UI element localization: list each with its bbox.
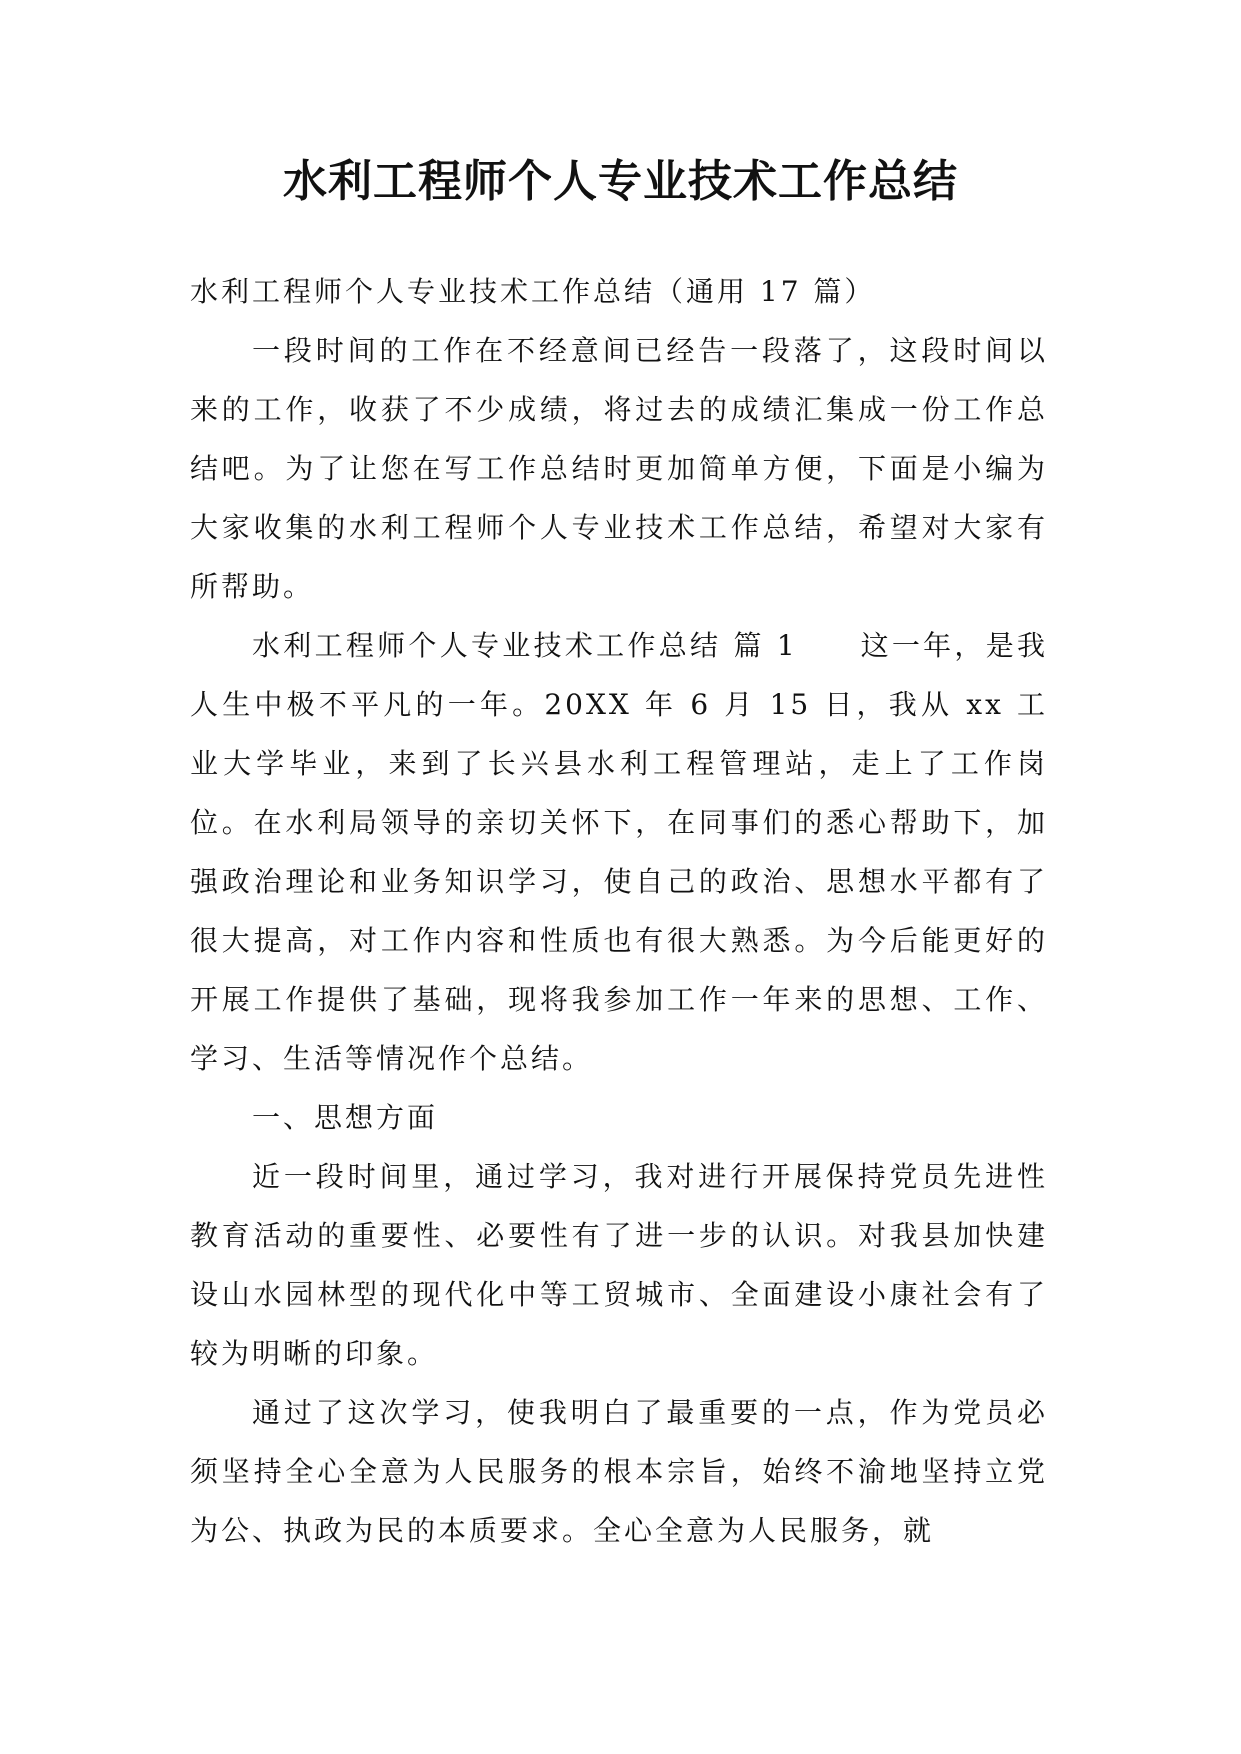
paragraph-thought-2: 通过了这次学习，使我明白了最重要的一点，作为党员必须坚持全心全意为人民服务的根本宗旨，始终不渝地坚持立党为公、执政为民的本质要求。全心全意为人民服务，就 bbox=[190, 1396, 1048, 1547]
document-subtitle: 水利工程师个人专业技术工作总结（通用 17 篇） bbox=[190, 275, 876, 308]
paragraph-intro: 一段时间的工作在不经意间已经告一段落了，这段时间以来的工作，收获了不少成绩，将过去的成绩汇集成一份工作总结吧。为了让您在写工作总结时更加简单方便，下面是小编为大家收集的水利工程师个人专业技术工作总结，希望对大家有所帮助。 bbox=[190, 334, 1048, 603]
paragraph-thought-1: 近一段时间里，通过学习，我对进行开展保持党员先进性教育活动的重要性、必要性有了进一步的认识。对我县加快建设山水园林型的现代化中等工贸城市、全面建设小康社会有了较为明晰的印象。 bbox=[190, 1160, 1048, 1370]
document-title: 水利工程师个人专业技术工作总结 bbox=[283, 156, 958, 207]
document-body bbox=[190, 262, 1048, 1560]
paragraph-part1: 水利工程师个人专业技术工作总结 篇 1 这一年，是我人生中极不平凡的一年。20XX 年 6 月 15 日，我从 xx 工业大学毕业，来到了长兴县水利工程管理站，走上了工作岗位。在水利局领导的亲切关怀下，在同事们的悉心帮助下，加强政治理论和业务知识学习，使自己的政治、思想水平都有了很大提高，对工作内容和性质也有很大熟悉。为今后能更好的开展工作提供了基础，现将我参加工作一年来的思想、工作、学习、生活等情况作个总结。 bbox=[190, 629, 1048, 1075]
section-heading-thought: 一、思想方面 bbox=[252, 1101, 439, 1134]
